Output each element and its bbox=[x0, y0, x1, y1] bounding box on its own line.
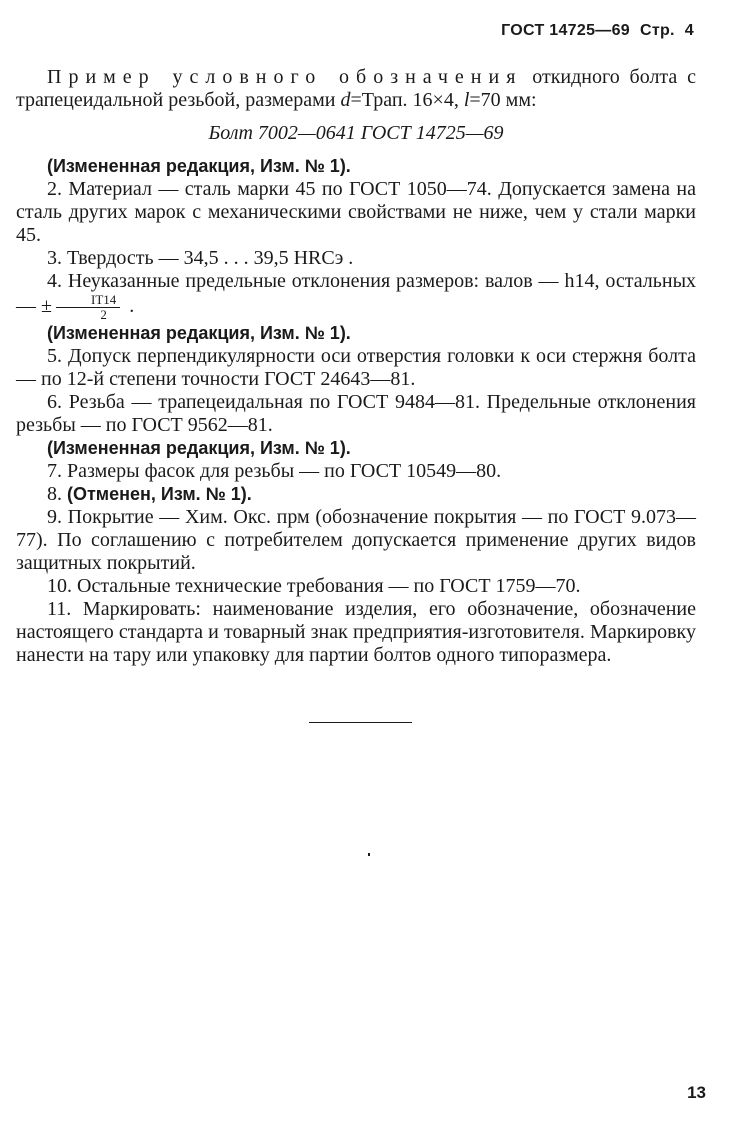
example-rest: откидного болта с трапецеидальной резьбой, размерами bbox=[16, 66, 696, 111]
item-8-cancelled bbox=[16, 483, 696, 506]
example-d-value: =Трап. 16×4, bbox=[350, 89, 464, 111]
item-4-end: . bbox=[124, 295, 135, 318]
example-paragraph bbox=[16, 66, 696, 112]
item-8-number: 8. bbox=[47, 483, 67, 505]
amendment-note-1-text: (Измененная редакция, Изм. № 1). bbox=[47, 156, 351, 176]
header-page-label: Стр. bbox=[639, 22, 675, 39]
item-4-text: 4. Неуказанные предельные отклонения размеров: валов — h14, остальных — ± bbox=[16, 270, 696, 318]
item-8-text: (Отменен, Изм. № 1). bbox=[67, 484, 252, 504]
header-standard: ГОСТ 14725—69 bbox=[501, 22, 630, 39]
item-3-hardness: 3. Твердость — 34,5 . . . 39,5 HRCэ . bbox=[47, 247, 354, 269]
item-9-coating: 9. Покрытие — Хим. Окс. прм (обозначение покрытия — по ГОСТ 9.073—77). По соглашению с потребителем допускается применение других видов защитных покрытий. bbox=[16, 506, 696, 574]
item-6-thread: 6. Резьба — трапецеидальная по ГОСТ 9484—81. Предельные отклонения резьбы — по ГОСТ 9562—81. bbox=[16, 391, 696, 436]
fraction-numerator: IT14 bbox=[56, 293, 120, 308]
example-designation: Болт 7002—0641 ГОСТ 14725—69 bbox=[208, 122, 504, 144]
item-10-other-requirements: 10. Остальные технические требования — по ГОСТ 1759—70. bbox=[47, 575, 581, 597]
scan-speck bbox=[368, 853, 370, 856]
header-page-number: 4 bbox=[684, 22, 694, 39]
amendment-note-2 bbox=[16, 322, 696, 345]
tolerance-fraction bbox=[56, 293, 120, 322]
item-11-marking: 11. Маркировать: наименование изделия, его обозначение, обозначение настоящего стандарта и товарный знак предприятия-изготовителя. Маркировку нанести на тару или упаковку для партии болтов одного типоразмера. bbox=[16, 598, 696, 666]
amendment-note-3 bbox=[16, 437, 696, 460]
running-header bbox=[501, 22, 694, 40]
example-l-value: =70 мм: bbox=[469, 89, 537, 111]
item-7-chamfers: 7. Размеры фасок для резьбы — по ГОСТ 10549—80. bbox=[47, 460, 502, 482]
item-2-material: 2. Материал — сталь марки 45 по ГОСТ 1050—74. Допускается замена на сталь других марок с механическими свойствами не ниже, чем у стали марки 45. bbox=[16, 178, 696, 246]
document-body bbox=[16, 66, 696, 667]
page-number: 13 bbox=[687, 1083, 706, 1102]
item-5-perpendicularity: 5. Допуск перпендикулярности оси отверстия головки к оси стержня болта — по 12-й степени точности ГОСТ 24643—81. bbox=[16, 345, 696, 390]
example-d-variable: d bbox=[340, 89, 351, 111]
example-l-variable: l bbox=[463, 89, 470, 111]
end-divider-rule bbox=[309, 722, 412, 723]
example-lead: Пример условного обозначения bbox=[47, 66, 523, 88]
amendment-note-2-text: (Измененная редакция, Изм. № 1). bbox=[47, 323, 351, 343]
amendment-note-1 bbox=[16, 155, 696, 178]
amendment-note-3-text: (Измененная редакция, Изм. № 1). bbox=[47, 438, 351, 458]
fraction-denominator: 2 bbox=[100, 307, 107, 322]
item-4-tolerances bbox=[16, 270, 696, 322]
